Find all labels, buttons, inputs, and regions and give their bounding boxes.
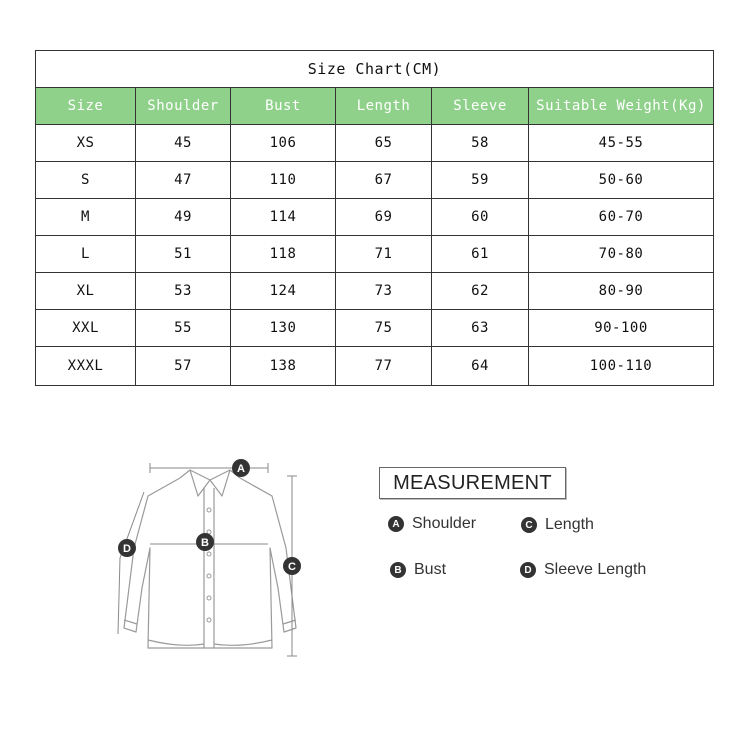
- cell-bust: 130: [231, 310, 336, 347]
- marker-d-badge: [118, 539, 136, 557]
- cell-length: 65: [336, 125, 432, 162]
- cell-size: M: [36, 199, 136, 236]
- cell-weight: 70-80: [529, 236, 714, 273]
- legend-label-length: Length: [545, 516, 594, 533]
- sleeve-measure-line: [118, 492, 144, 634]
- cell-shoulder: 55: [136, 310, 231, 347]
- legend-item-length: [521, 516, 594, 534]
- cell-shoulder: 57: [136, 347, 231, 386]
- legend-badge-c-icon: C: [521, 517, 537, 533]
- table-row: [36, 310, 714, 347]
- header-bust: Bust: [231, 88, 336, 125]
- size-chart-table: [35, 50, 714, 386]
- measurement-title: MEASUREMENT: [379, 467, 566, 499]
- cell-sleeve: 58: [432, 125, 529, 162]
- legend-item-sleeve-length: [520, 561, 646, 579]
- header-weight: Suitable Weight(Kg): [529, 88, 714, 125]
- cell-bust: 114: [231, 199, 336, 236]
- legend-label-sleeve-length: Sleeve Length: [544, 561, 647, 578]
- cell-bust: 124: [231, 273, 336, 310]
- header-length: Length: [336, 88, 432, 125]
- cell-sleeve: 63: [432, 310, 529, 347]
- cell-length: 75: [336, 310, 432, 347]
- shoulder-measure-line: [150, 463, 268, 473]
- cell-sleeve: 60: [432, 199, 529, 236]
- table-row: [36, 347, 714, 386]
- table-header-row: [36, 88, 714, 125]
- cell-sleeve: 64: [432, 347, 529, 386]
- cell-bust: 110: [231, 162, 336, 199]
- marker-a-label: A: [237, 463, 245, 475]
- cell-weight: 100-110: [529, 347, 714, 386]
- legend-item-shoulder: [388, 515, 476, 533]
- cell-length: 73: [336, 273, 432, 310]
- marker-a-badge: [232, 459, 250, 477]
- header-size: Size: [36, 88, 136, 125]
- cell-sleeve: 61: [432, 236, 529, 273]
- marker-d-label: D: [123, 543, 131, 555]
- cell-bust: 138: [231, 347, 336, 386]
- table-row: [36, 199, 714, 236]
- cell-size: XXL: [36, 310, 136, 347]
- legend-label-shoulder: Shoulder: [412, 515, 477, 532]
- cell-shoulder: 45: [136, 125, 231, 162]
- marker-c-badge: [283, 557, 301, 575]
- table-title-row: [36, 51, 714, 88]
- table-row: [36, 273, 714, 310]
- cell-weight: 90-100: [529, 310, 714, 347]
- table-row: [36, 236, 714, 273]
- cell-weight: 50-60: [529, 162, 714, 199]
- shirt-buttons: [207, 508, 211, 622]
- header-sleeve: Sleeve: [432, 88, 529, 125]
- cell-bust: 118: [231, 236, 336, 273]
- shirt-measurement-diagram: [110, 448, 320, 668]
- legend-item-bust: [390, 561, 446, 579]
- cell-size: L: [36, 236, 136, 273]
- cell-weight: 60-70: [529, 199, 714, 236]
- cell-bust: 106: [231, 125, 336, 162]
- cell-shoulder: 53: [136, 273, 231, 310]
- marker-c-label: C: [288, 561, 296, 573]
- cell-length: 77: [336, 347, 432, 386]
- table-row: [36, 162, 714, 199]
- marker-b-label: B: [201, 537, 209, 549]
- table-row: [36, 125, 714, 162]
- legend-label-bust: Bust: [414, 561, 447, 578]
- cell-shoulder: 51: [136, 236, 231, 273]
- cell-length: 69: [336, 199, 432, 236]
- legend-badge-b-icon: B: [390, 562, 406, 578]
- cell-sleeve: 59: [432, 162, 529, 199]
- cell-shoulder: 47: [136, 162, 231, 199]
- cell-size: S: [36, 162, 136, 199]
- cell-size: XL: [36, 273, 136, 310]
- header-shoulder: Shoulder: [136, 88, 231, 125]
- legend-badge-d-icon: D: [520, 562, 536, 578]
- cell-length: 71: [336, 236, 432, 273]
- table-title: Size Chart(CM): [36, 51, 714, 88]
- marker-b-badge: [196, 533, 214, 551]
- cell-size: XS: [36, 125, 136, 162]
- legend-badge-a-icon: A: [388, 516, 404, 532]
- cell-weight: 45-55: [529, 125, 714, 162]
- cell-sleeve: 62: [432, 273, 529, 310]
- cell-length: 67: [336, 162, 432, 199]
- cell-shoulder: 49: [136, 199, 231, 236]
- cell-weight: 80-90: [529, 273, 714, 310]
- cell-size: XXXL: [36, 347, 136, 386]
